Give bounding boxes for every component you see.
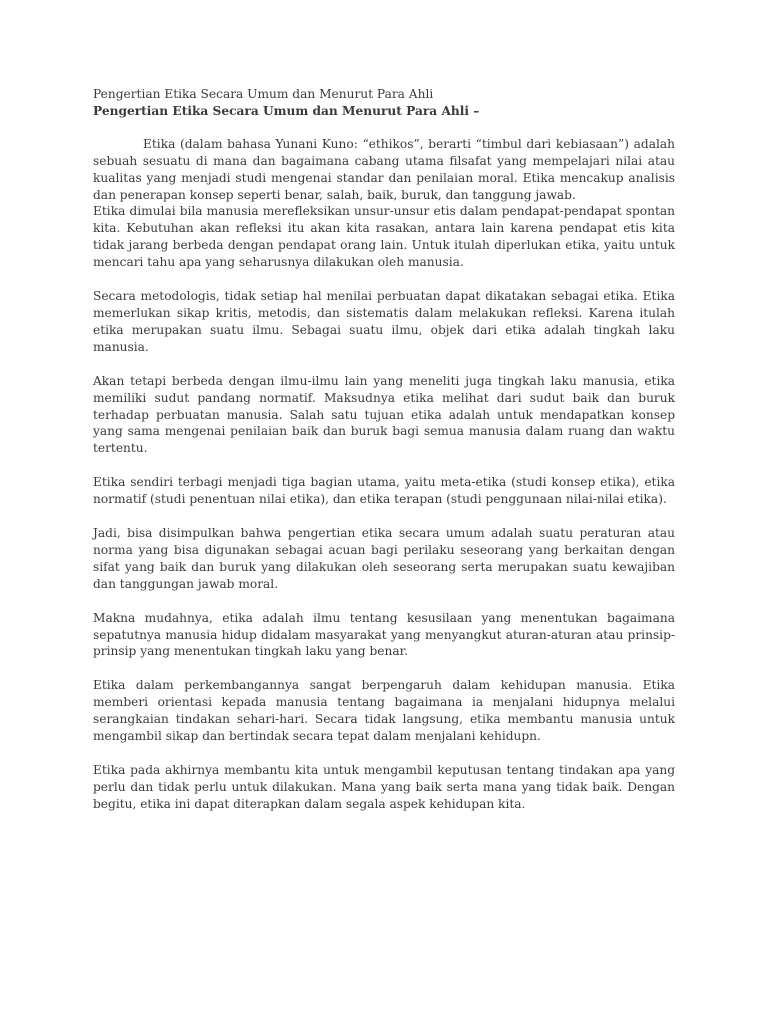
paragraph-intro: Etika (dalam bahasa Yunani Kuno: “ethikos”, berarti “timbul dari kebiasaan”) adalah sebuah sesuatu di mana dan bagaimana cabang utama filsafat yang mempelajari nilai atau kualitas yang menjadi studi mengenai standar dan penilaian moral. Etika mencakup analisis dan penerapan konsep seperti benar, salah, baik, buruk, dan tanggung jawab.	[93, 136, 675, 202]
paragraph-divisions: Etika sendiri terbagi menjadi tiga bagian utama, yaitu meta-etika (studi konsep etika), etika normatif (studi penentuan nilai etika), dan etika terapan (studi penggunaan nilai-nilai etika).	[93, 475, 675, 507]
paragraph-methodology: Secara metodologis, tidak setiap hal menilai perbuatan dapat dikatakan sebagai etika. Etika memerlukan sikap kritis, metodis, dan sistematis dalam melakukan refleksi. Karena itulah etika merupakan suatu ilmu. Sebagai suatu ilmu, objek dari etika adalah tingkah laku manusia.	[93, 289, 675, 354]
document-page	[93, 86, 675, 813]
paragraph-meaning: Makna mudahnya, etika adalah ilmu tentang kesusilaan yang menentukan bagaimana sepatutnya manusia hidup didalam masyarakat yang menyangkut aturan-aturan atau prinsip-prinsip yang menentukan tingkah laku yang benar.	[93, 610, 675, 659]
document-heading: Pengertian Etika Secara Umum dan Menurut Para Ahli –	[93, 103, 480, 118]
paragraph-normative: Akan tetapi berbeda dengan ilmu-ilmu lain yang meneliti juga tingkah laku manusia, etika memiliki sudut pandang normatif. Maksudnya etika melihat dari sudut baik dan buruk terhadap perbuatan manusia. Salah satu tujuan etika adalah untuk mendapatkan konsep yang sama mengenai penilaian baik dan buruk bagi semua manusia dalam ruang dan waktu tertentu.	[93, 373, 675, 456]
paragraph-decision: Etika pada akhirnya membantu kita untuk mengambil keputusan tentang tindakan apa yang perlu dan tidak perlu untuk dilakukan. Mana yang baik serta mana yang tidak baik. Dengan begitu, etika ini dapat diterapkan dalam segala aspek kehidupan kita.	[93, 763, 675, 811]
paragraph-conclusion: Jadi, bisa disimpulkan bahwa pengertian etika secara umum adalah suatu peraturan atau norma yang bisa digunakan sebagai acuan bagi perilaku seseorang yang berkaitan dengan sifat yang baik dan buruk yang dilakukan oleh seseorang serta merupakan suatu kewajiban dan tanggungan jawab moral.	[93, 526, 675, 591]
paragraph-reflection: Etika dimulai bila manusia merefleksikan unsur-unsur etis dalam pendapat-pendapat spontan kita. Kebutuhan akan refleksi itu akan kita rasakan, antara lain karena pendapat etis kita tidak jarang berbeda dengan pendapat orang lain. Untuk itulah diperlukan etika, yaitu untuk mencari tahu apa yang seharusnya dilakukan oleh manusia.	[93, 204, 675, 270]
paragraph-development: Etika dalam perkembangannya sangat berpengaruh dalam kehidupan manusia. Etika memberi orientasi kepada manusia tentang bagaimana ia menjalani hidupnya melalui serangkaian tindakan sehari-hari. Secara tidak langsung, etika membantu manusia untuk mengambil sikap dan bertindak secara tepat dalam menjalani kehidupn.	[93, 678, 675, 744]
document-title: Pengertian Etika Secara Umum dan Menurut Para Ahli	[93, 87, 434, 101]
